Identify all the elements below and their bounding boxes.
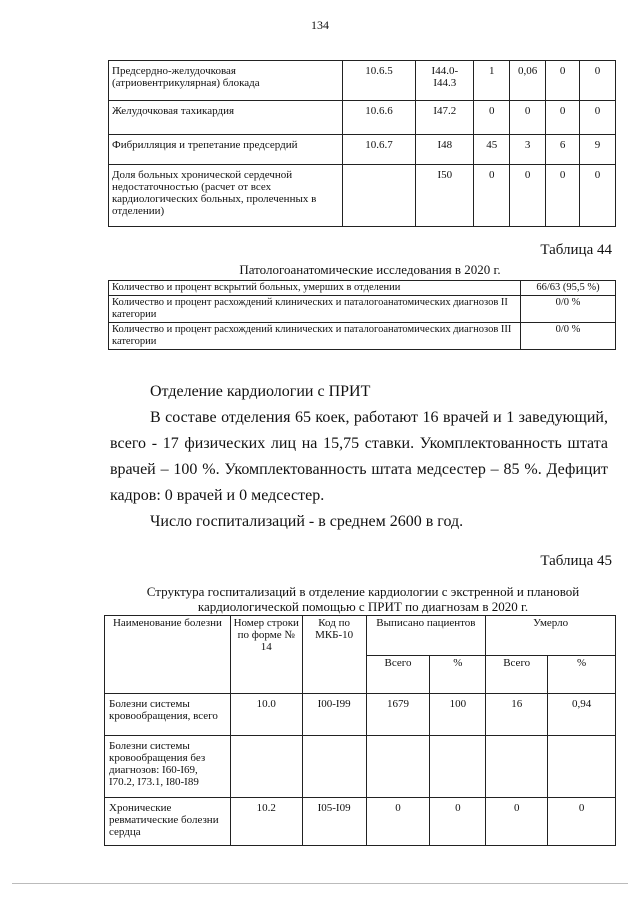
header-died: Умерло <box>486 616 616 656</box>
value-cell: 45 <box>474 135 510 165</box>
value-cell: 0 <box>548 798 616 846</box>
table-45-label: Таблица 45 <box>540 553 612 569</box>
row-number-cell: 10.6.5 <box>342 61 416 101</box>
row-number-cell <box>342 165 416 227</box>
page-bottom-divider <box>12 883 628 884</box>
value-cell: 0 <box>580 61 616 101</box>
metric-value: 66/63 (95,5 %) <box>521 281 616 296</box>
header-total: Всего <box>366 656 430 694</box>
header-row-number: Номер строки по форме № 14 <box>230 616 302 694</box>
value-cell: 0 <box>546 165 580 227</box>
value-cell <box>548 736 616 798</box>
value-cell: 0 <box>510 101 546 135</box>
value-cell: 100 <box>430 694 486 736</box>
table-45-caption: кардиологической помощью с ПРИТ по диагнозам в 2020 г. <box>197 599 529 614</box>
value-cell: 0 <box>366 798 430 846</box>
value-cell: 3 <box>510 135 546 165</box>
icd-code-cell: I44.0- I44.3 <box>416 61 474 101</box>
value-cell: 0,94 <box>548 694 616 736</box>
table-row <box>109 101 616 135</box>
table-row <box>109 61 616 101</box>
table-row <box>109 281 616 296</box>
row-number-cell: 10.6.7 <box>342 135 416 165</box>
top-table <box>108 60 616 227</box>
header-total: Всего <box>486 656 548 694</box>
header-disease: Наименование болезни <box>105 616 231 694</box>
metric-value: 0/0 % <box>521 323 616 350</box>
value-cell <box>430 736 486 798</box>
icd-code-cell: I48 <box>416 135 474 165</box>
table-row <box>109 135 616 165</box>
disease-name-cell: Желудочковая тахикардия <box>109 101 343 135</box>
value-cell: 0 <box>546 101 580 135</box>
value-cell: 1679 <box>366 694 430 736</box>
row-number-cell <box>230 736 302 798</box>
section-heading: Отделение кардиологии с ПРИТ <box>150 383 371 400</box>
header-discharged: Выписано пациентов <box>366 616 486 656</box>
table-row <box>105 694 616 736</box>
value-cell: 1 <box>474 61 510 101</box>
value-cell: 0 <box>546 61 580 101</box>
table-row <box>109 296 616 323</box>
metric-value: 0/0 % <box>521 296 616 323</box>
value-cell: 0 <box>486 798 548 846</box>
value-cell: 0,06 <box>510 61 546 101</box>
value-cell: 0 <box>510 165 546 227</box>
row-number-cell: 10.2 <box>230 798 302 846</box>
table-row <box>109 323 616 350</box>
table-row <box>105 798 616 846</box>
disease-name-cell: Хронические ревматические болезни сердца <box>105 798 231 846</box>
icd-code-cell: I05-I09 <box>302 798 366 846</box>
icd-code-cell: I47.2 <box>416 101 474 135</box>
disease-name-cell: Доля больных хронической сердечной недостаточностью (расчет от всех кардиологических больных, пролеченных в отделении) <box>109 165 343 227</box>
body-line: врачей – 100 %. Укомплектованность штата медсестер – 85 %. Дефицит <box>110 461 608 478</box>
disease-name-cell: Болезни системы кровообращения, всего <box>105 694 231 736</box>
disease-name-cell: Предсердно-желудочковая (атриовентрикулярная) блокада <box>109 61 343 101</box>
body-line: Число госпитализаций - в среднем 2600 в год. <box>150 513 464 530</box>
value-cell: 0 <box>474 165 510 227</box>
metric-label: Количество и процент расхождений клинических и паталогоанатомических диагнозов III категории <box>109 323 521 350</box>
table-45 <box>104 615 616 846</box>
table-row <box>105 736 616 798</box>
table-44-label: Таблица 44 <box>540 242 612 258</box>
header-icd-code: Код по МКБ-10 <box>302 616 366 694</box>
table-45-caption: Структура госпитализаций в отделение кардиологии с экстренной и плановой <box>146 584 580 599</box>
metric-label: Количество и процент вскрытий больных, умерших в отделении <box>109 281 521 296</box>
value-cell <box>366 736 430 798</box>
value-cell: 0 <box>580 101 616 135</box>
metric-label: Количество и процент расхождений клинических и паталогоанатомических диагнозов II категории <box>109 296 521 323</box>
body-line: всего - 17 физических лиц на 15,75 ставки. Укомплектованность штата <box>110 435 608 452</box>
disease-name-cell: Фибрилляция и трепетание предсердий <box>109 135 343 165</box>
value-cell: 0 <box>430 798 486 846</box>
table-row <box>109 165 616 227</box>
table-44-caption: Патологоанатомические исследования в 2020 г. <box>239 262 501 277</box>
value-cell: 16 <box>486 694 548 736</box>
disease-name-cell: Болезни системы кровообращения без диагнозов: I60-I69, I70.2, I73.1, I80-I89 <box>105 736 231 798</box>
body-line: В составе отделения 65 коек, работают 16 врачей и 1 заведующий, <box>150 409 608 426</box>
header-percent: % <box>548 656 616 694</box>
value-cell: 9 <box>580 135 616 165</box>
value-cell: 0 <box>580 165 616 227</box>
value-cell <box>486 736 548 798</box>
header-row <box>105 616 616 656</box>
value-cell: 6 <box>546 135 580 165</box>
icd-code-cell: I00-I99 <box>302 694 366 736</box>
row-number-cell: 10.6.6 <box>342 101 416 135</box>
header-percent: % <box>430 656 486 694</box>
icd-code-cell: I50 <box>416 165 474 227</box>
table-44 <box>108 280 616 350</box>
icd-code-cell <box>302 736 366 798</box>
body-line: кадров: 0 врачей и 0 медсестер. <box>110 487 325 504</box>
page-number: 134 <box>311 18 329 32</box>
value-cell: 0 <box>474 101 510 135</box>
row-number-cell: 10.0 <box>230 694 302 736</box>
